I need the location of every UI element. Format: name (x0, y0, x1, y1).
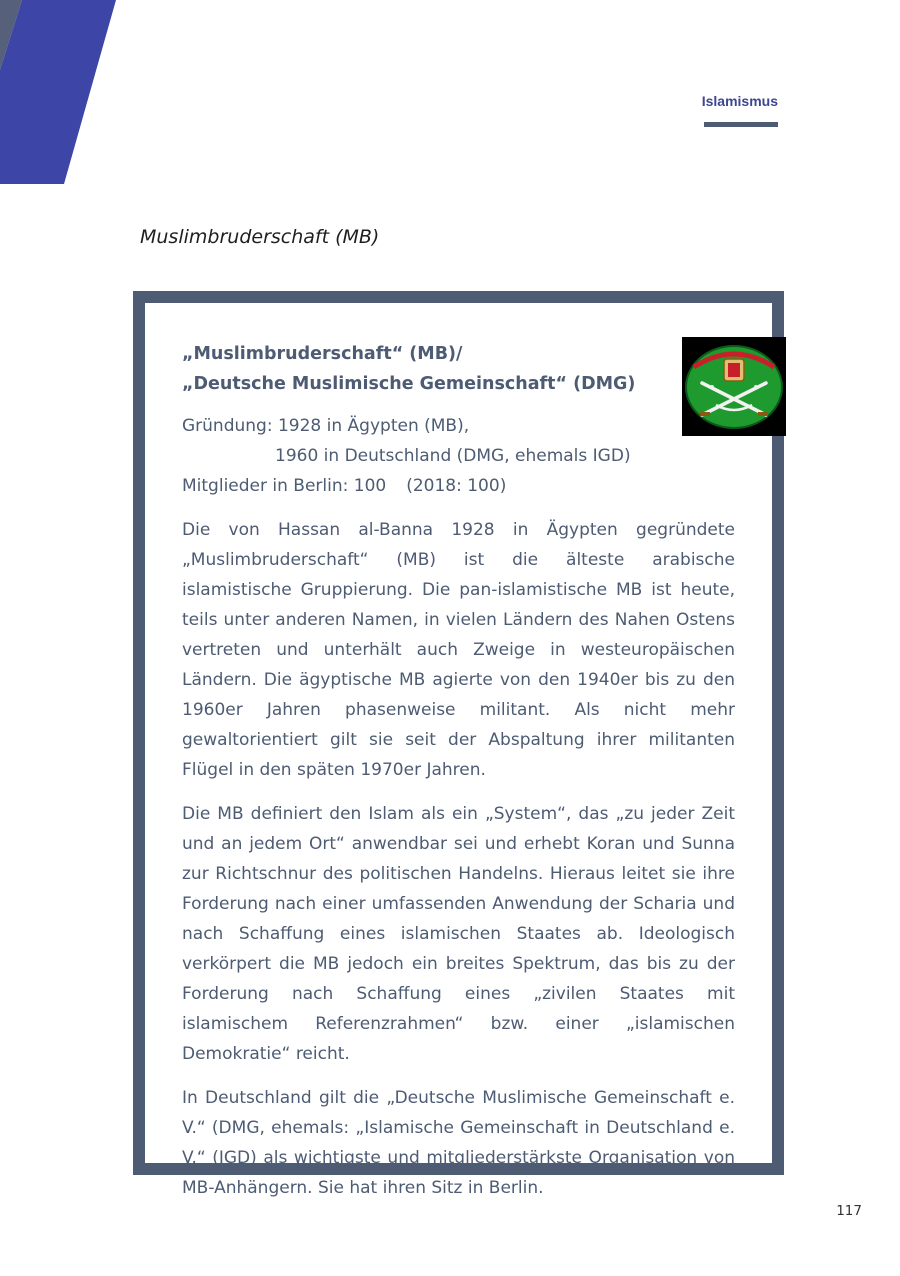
box-title-line2: „Deutsche Muslimische Gemeinschaft“ (DMG) (182, 374, 636, 394)
box-title (182, 339, 735, 399)
paragraph-germany: In Deutschland gilt die „Deutsche Muslimische Gemeinschaft e. V.“ (DMG, ehemals: „Islamische Gemeinschaft in Deutschland e. V.“ (IGD) als wichtigste und mitgliederstärkste Organisation von MB-Anhängern. Sie hat ihren Sitz in Berlin. (182, 1088, 735, 1198)
founding-label: Gründung: (182, 416, 273, 436)
members-row (182, 471, 735, 501)
box-title-line1: „Muslimbruderschaft“ (MB)/ (182, 344, 463, 364)
paragraph-history: Die von Hassan al-Banna 1928 in Ägypten gegründete „Muslimbruderschaft“ (MB) ist die älteste arabische islamistische Gruppierung. Die pan-islamistische MB ist heute, teils unter anderen Namen, in vielen Ländern des Nahen Ostens vertreten und unterhält auch Zweige in westeuropäischen Ländern. Die ägyptische MB agierte von den 1940er bis zu den 1960er Jahren phasenweise militant. Als nicht mehr gewaltorientiert gilt sie seit der Abspaltung ihrer militanten Flügel in den späten 1970er Jahren. (182, 520, 735, 780)
section-rule (704, 122, 778, 127)
members-label: Mitglieder in Berlin: (182, 476, 349, 496)
info-box (133, 291, 784, 1198)
page-number: 117 (836, 1203, 862, 1219)
paragraph-ideology: Die MB definiert den Islam als ein „System“, das „zu jeder Zeit und an jedem Ort“ anwendbar sei und erhebt Koran und Sunna zur Richtschnur des politischen Handelns. Hieraus leitet sie ihre Forderung nach einer umfassenden Anwendung der Scharia und nach Schaffung eines islamischen Staates ab. Ideologisch verkörpert die MB jedoch ein breites Spektrum, das bis zu der Forderung nach Schaffung eines „zivilen Staates mit islamischem Referenzrahmen“ bzw. einer „islamischen Demokratie“ reicht. (182, 804, 735, 1064)
page-heading: Muslimbruderschaft (MB) (140, 226, 380, 248)
members-value: 100 (353, 476, 387, 496)
founding-row (182, 411, 735, 441)
section-label: Islamismus (701, 93, 778, 109)
info-box-content (182, 325, 735, 1203)
corner-decoration (0, 0, 120, 184)
fact-list (182, 411, 735, 501)
members-previous: (2018: 100) (406, 476, 507, 496)
founding-dmg: 1960 in Deutschland (DMG, ehemals IGD) (275, 446, 631, 466)
muslim-brotherhood-emblem-icon (682, 337, 786, 436)
founding-mb: 1928 in Ägypten (MB), (277, 416, 470, 436)
